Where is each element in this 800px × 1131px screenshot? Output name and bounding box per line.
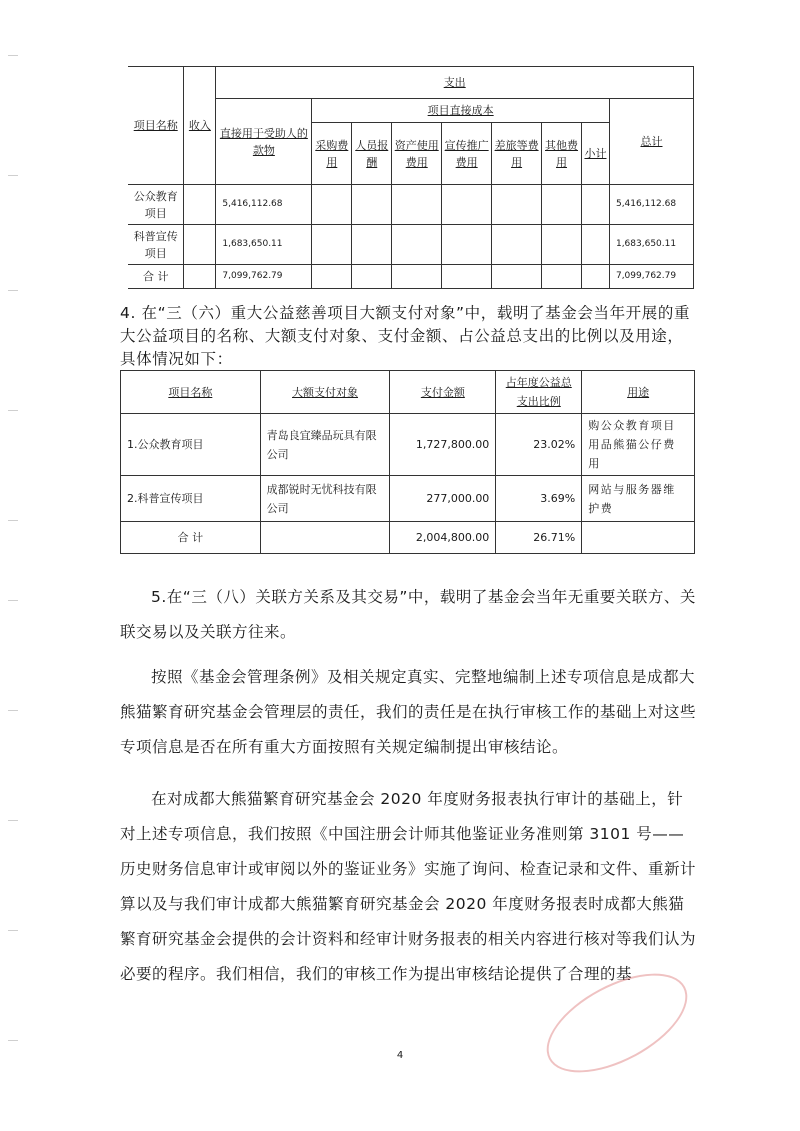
total-amount: 2,004,800.00 — [390, 522, 496, 554]
row-name: 公众教育项目 — [128, 185, 184, 225]
scan-mark — [8, 520, 18, 521]
row-payee: 青岛良宜臻品玩具有限公司 — [260, 414, 390, 476]
col-income: 收入 — [184, 67, 216, 185]
header-amount: 支付金额 — [390, 371, 496, 414]
table-row — [128, 225, 694, 265]
row-name: 1.公众教育项目 — [121, 414, 261, 476]
col-direct-cost: 项目直接成本 — [312, 99, 610, 123]
row-aid: 1,683,650.11 — [216, 225, 312, 265]
paragraph-5: 5.在“三（八）关联方关系及其交易”中，载明了基金会当年无重要关联方、关联交易以及关联方往来。 — [120, 588, 696, 641]
header-ratio: 占年度公益总支出比例 — [496, 371, 582, 414]
scan-mark — [8, 175, 18, 176]
row-name: 2.科普宣传项目 — [121, 476, 261, 522]
header-usage: 用途 — [582, 371, 695, 414]
header-payee: 大额支付对象 — [260, 371, 390, 414]
row-amount: 1,727,800.00 — [390, 414, 496, 476]
row-amount: 277,000.00 — [390, 476, 496, 522]
table-row-total — [121, 522, 695, 554]
scan-mark — [8, 55, 18, 56]
row-usage: 网站与服务器维护费 — [582, 476, 695, 522]
major-payment-table — [120, 370, 695, 554]
row-total: 7,099,762.79 — [609, 265, 693, 289]
paragraph-7: 在对成都大熊猫繁育研究基金会 2020 年度财务报表执行审计的基础上，针对上述专项信息，我们按照《中国注册会计师其他鉴证业务准则第 3101 号——历史财务信息审计或审阅以外的鉴证业务》实施了询问、检查记录和文件、重新计算以及与我们审计成都大熊猫繁育研究基金会 2020 年度财务报表时成都大熊猫繁育研究基金会提供的会计资料和经审计财务报表的相关内容进行核对等我们认为必要的程序。我们相信，我们的审核工作为提出审核结论提供了合理的基 — [120, 790, 697, 983]
scan-mark — [8, 1040, 18, 1041]
scan-mark — [8, 820, 18, 821]
total-ratio: 26.71% — [496, 522, 582, 554]
table-row — [121, 476, 695, 522]
scan-mark — [8, 710, 18, 711]
scan-mark — [8, 600, 18, 601]
row-aid: 7,099,762.79 — [216, 265, 312, 289]
col-expense: 支出 — [216, 67, 694, 99]
page-number: 4 — [396, 1050, 404, 1061]
col-asset-use: 资产使用费用 — [392, 123, 442, 185]
scan-mark — [8, 930, 18, 931]
row-usage: 购公众教育项目用品熊猫公仔费用 — [582, 414, 695, 476]
expenditure-table — [128, 66, 694, 289]
col-subtotal: 小计 — [582, 123, 610, 185]
scan-mark — [8, 410, 18, 411]
row-payee: 成都锐时无忧科技有限公司 — [260, 476, 390, 522]
row-aid: 5,416,112.68 — [216, 185, 312, 225]
row-name: 合 计 — [128, 265, 184, 289]
col-other: 其他费用 — [542, 123, 582, 185]
row-ratio: 3.69% — [496, 476, 582, 522]
col-promotion: 宣传推广费用 — [442, 123, 492, 185]
row-name: 科普宣传项目 — [128, 225, 184, 265]
col-direct-aid: 直接用于受助人的款物 — [216, 99, 312, 185]
row-total: 1,683,650.11 — [609, 225, 693, 265]
paragraph-6: 按照《基金会管理条例》及相关规定真实、完整地编制上述专项信息是成都大熊猫繁育研究基金会管理层的责任，我们的责任是在执行审核工作的基础上对这些专项信息是否在所有重大方面按照有关规定编制提出审核结论。 — [120, 668, 697, 756]
row-ratio: 23.02% — [496, 414, 582, 476]
table-row — [121, 414, 695, 476]
header-project-name: 项目名称 — [121, 371, 261, 414]
table-row — [128, 185, 694, 225]
col-travel: 差旅等费用 — [492, 123, 542, 185]
col-staff-pay: 人员报酬 — [352, 123, 392, 185]
col-project-name: 项目名称 — [128, 67, 184, 185]
total-label: 合 计 — [121, 522, 261, 554]
table-row-total — [128, 265, 694, 289]
col-purchase: 采购费用 — [312, 123, 352, 185]
paragraph-4: 4. 在“三（六）重大公益慈善项目大额支付对象”中，载明了基金会当年开展的重大公益项目的名称、大额支付对象、支付金额、占公益总支出的比例以及用途，具体情况如下： — [120, 304, 691, 368]
col-total: 总计 — [609, 99, 693, 185]
scan-mark — [8, 290, 18, 291]
row-total: 5,416,112.68 — [609, 185, 693, 225]
